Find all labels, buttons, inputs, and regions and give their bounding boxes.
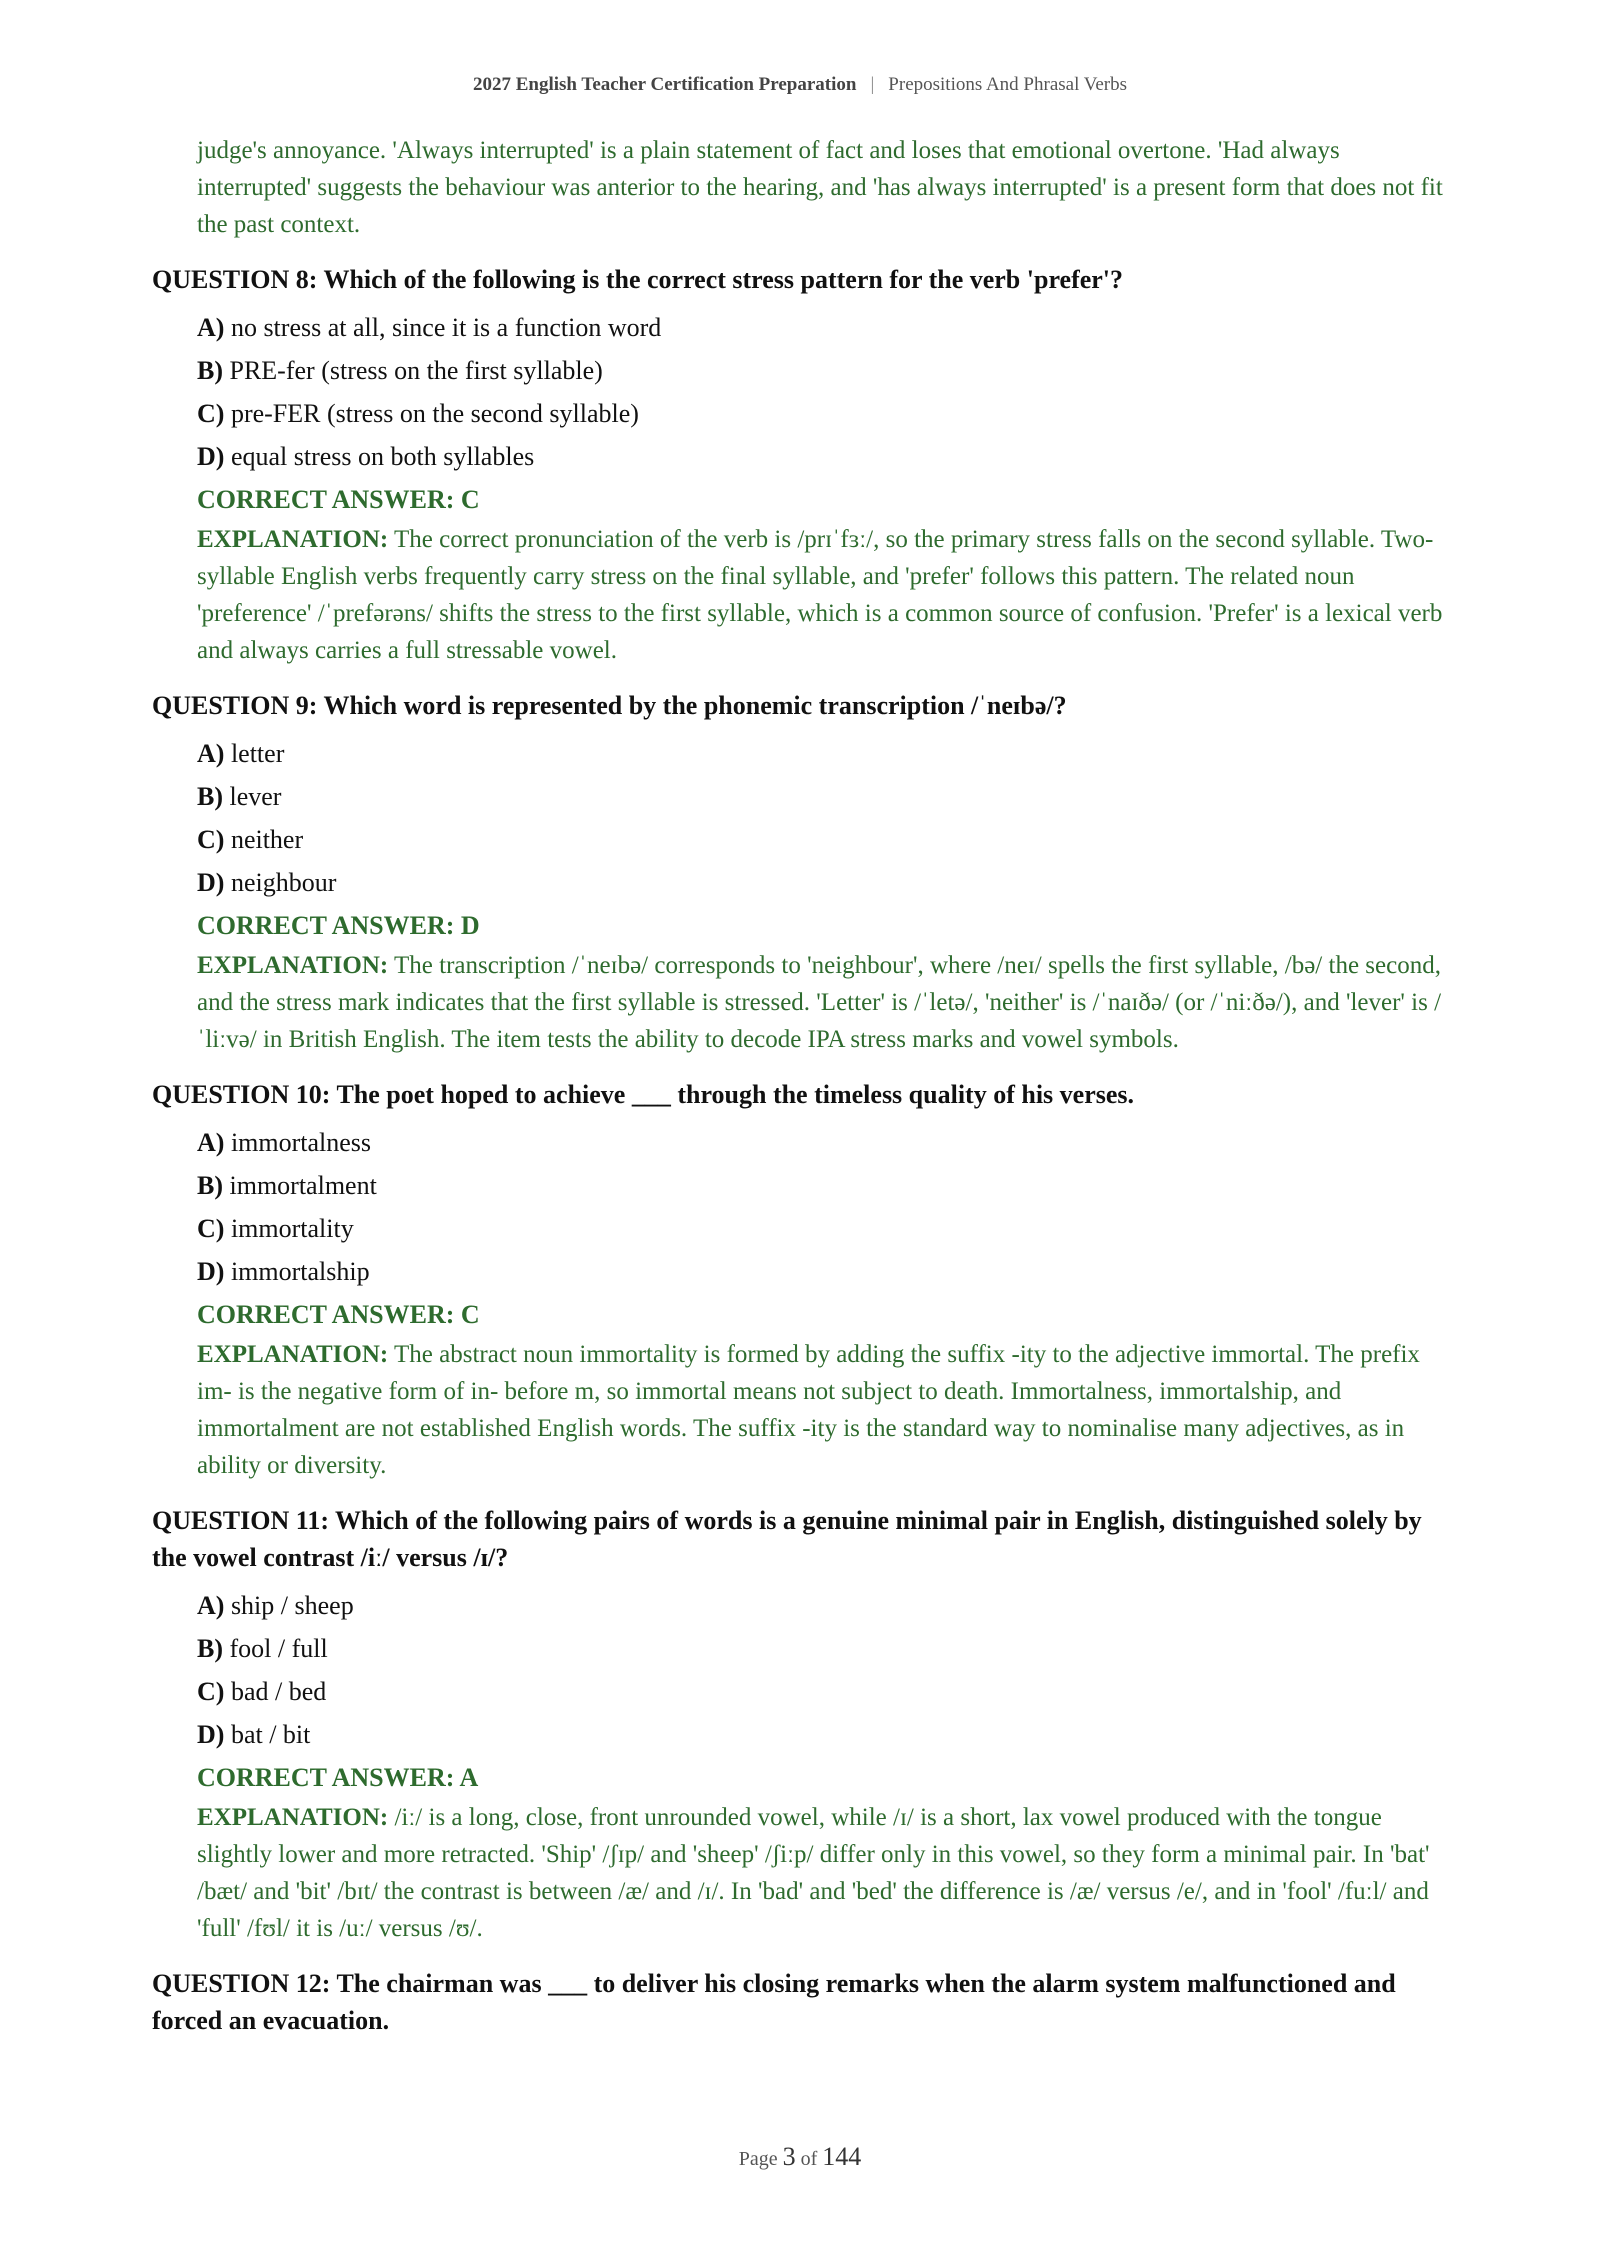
total-pages: 144 [822, 2142, 862, 2171]
option-text: neighbour [230, 868, 337, 897]
correct-answer: CORRECT ANSWER: C [197, 485, 480, 514]
explanation-text: The abstract noun immortality is formed by adding the suffix -ity to the adjective immortal. The prefix im- is the negative form of in- before m, so immortal means not subject to death. Immortalness, immortalship, and immortalment are not established English words. The suffix -ity is the standard way to nominalise many adjectives, as in ability or diversity. [197, 1341, 1420, 1479]
question-title: QUESTION 11: Which of the following pairs of words is a genuine minimal pair in English, distinguished solely by the vowel contrast /iː/ versus /ɪ/? [152, 1506, 1422, 1572]
option-b [197, 349, 1452, 392]
option-letter: A) [197, 739, 225, 768]
option-d [197, 1250, 1452, 1293]
option-d [197, 861, 1452, 904]
option-text: bad / bed [230, 1677, 327, 1706]
option-text: equal stress on both syllables [230, 442, 535, 471]
option-letter: A) [197, 1591, 225, 1620]
option-d [197, 1713, 1452, 1756]
continued-explanation: judge's annoyance. 'Always interrupted' is a plain statement of fact and loses that emotional overtone. 'Had always interrupted' suggests the behaviour was anterior to the hearing, and 'has always interrupted' is a present form that does not fit the past context. [197, 137, 1443, 238]
option-letter: B) [197, 782, 223, 811]
explanation-text: The transcription /ˈneɪbə/ corresponds to 'neighbour', where /neɪ/ spells the first syllable, /bə/ the second, and the stress mark indicates that the first syllable is stressed. 'Letter' is /ˈletə/, 'neither' is /ˈnaɪðə/ (or /ˈniːðə/), and 'lever' is /ˈliːvə/ in British English. The item tests the ability to decode IPA stress marks and vowel symbols. [197, 952, 1442, 1053]
question-block [152, 1965, 1452, 2039]
option-text: lever [229, 782, 282, 811]
option-c [197, 1670, 1452, 1713]
option-text: immortality [230, 1214, 354, 1243]
page-number: 3 [782, 2142, 796, 2171]
option-b [197, 775, 1452, 818]
option-letter: C) [197, 399, 225, 428]
explanation-label: EXPLANATION: [197, 1804, 389, 1831]
option-letter: A) [197, 313, 225, 342]
question-title: QUESTION 8: Which of the following is the correct stress pattern for the verb 'prefer'? [152, 265, 1124, 294]
option-text: letter [230, 739, 285, 768]
option-a [197, 306, 1452, 349]
option-b [197, 1627, 1452, 1670]
section-title: Prepositions And Phrasal Verbs [888, 74, 1128, 95]
explanation-text: /iː/ is a long, close, front unrounded vowel, while /ɪ/ is a short, lax vowel produced with the tongue slightly lower and more retracted. 'Ship' /ʃɪp/ and 'sheep' /ʃiːp/ differ only in this vowel, so they form a minimal pair. In 'bat' /bæt/ and 'bit' /bɪt/ the contrast is between /æ/ and /ɪ/. In 'bad' and 'bed' the difference is /æ/ versus /e/, and in 'fool' /fuːl/ and 'full' /fʊl/ it is /uː/ versus /ʊ/. [197, 1804, 1430, 1942]
page-label: Page [738, 2148, 778, 2170]
question-block [152, 1502, 1452, 1947]
option-letter: C) [197, 1214, 225, 1243]
of-label: of [800, 2148, 818, 2170]
option-text: neither [230, 825, 304, 854]
option-letter: A) [197, 1128, 225, 1157]
document-title: 2027 English Teacher Certification Preparation [472, 74, 857, 95]
header-separator: | [870, 74, 875, 95]
explanation [197, 947, 1452, 1058]
question-block [152, 261, 1452, 669]
explanation-text: The correct pronunciation of the verb is /prɪˈfɜː/, so the primary stress falls on the second syllable. Two-syllable English verbs frequently carry stress on the final syllable, and 'prefer' follows this pattern. The related noun 'preference' /ˈprefərəns/ shifts the stress to the first syllable, which is a common source of confusion. 'Prefer' is a lexical verb and always carries a full stressable vowel. [197, 526, 1443, 664]
page-header [0, 74, 1600, 96]
option-b [197, 1164, 1452, 1207]
option-letter: B) [197, 1171, 223, 1200]
explanation [197, 521, 1452, 669]
option-letter: D) [197, 868, 225, 897]
correct-answer: CORRECT ANSWER: A [197, 1763, 479, 1792]
explanation-label: EXPLANATION: [197, 952, 389, 979]
option-letter: D) [197, 1720, 225, 1749]
option-letter: C) [197, 1677, 225, 1706]
option-letter: B) [197, 1634, 223, 1663]
explanation [197, 1336, 1452, 1484]
option-c [197, 818, 1452, 861]
option-text: pre-FER (stress on the second syllable) [230, 399, 639, 428]
explanation-label: EXPLANATION: [197, 526, 389, 553]
question-title: QUESTION 10: The poet hoped to achieve ___ through the timeless quality of his verses. [152, 1080, 1135, 1109]
question-block [152, 1076, 1452, 1484]
option-letter: D) [197, 442, 225, 471]
question-title: QUESTION 12: The chairman was ___ to deliver his closing remarks when the alarm system malfunctioned and forced an evacuation. [152, 1969, 1396, 2035]
option-text: immortalship [230, 1257, 370, 1286]
option-letter: B) [197, 356, 223, 385]
question-title: QUESTION 9: Which word is represented by the phonemic transcription /ˈneɪbə/? [152, 691, 1067, 720]
option-text: fool / full [229, 1634, 328, 1663]
option-text: immortalness [230, 1128, 372, 1157]
page-content [152, 132, 1452, 2047]
option-text: ship / sheep [230, 1591, 354, 1620]
option-a [197, 1121, 1452, 1164]
correct-answer: CORRECT ANSWER: D [197, 911, 480, 940]
option-text: immortalment [229, 1171, 377, 1200]
question-block [152, 687, 1452, 1058]
option-c [197, 392, 1452, 435]
page-footer [0, 2142, 1600, 2172]
explanation-label: EXPLANATION: [197, 1341, 389, 1368]
option-letter: C) [197, 825, 225, 854]
explanation [197, 1799, 1452, 1947]
option-text: no stress at all, since it is a function word [230, 313, 662, 342]
option-text: bat / bit [230, 1720, 311, 1749]
option-c [197, 1207, 1452, 1250]
correct-answer: CORRECT ANSWER: C [197, 1300, 480, 1329]
option-a [197, 1584, 1452, 1627]
option-text: PRE-fer (stress on the first syllable) [229, 356, 603, 385]
option-a [197, 732, 1452, 775]
option-d [197, 435, 1452, 478]
option-letter: D) [197, 1257, 225, 1286]
